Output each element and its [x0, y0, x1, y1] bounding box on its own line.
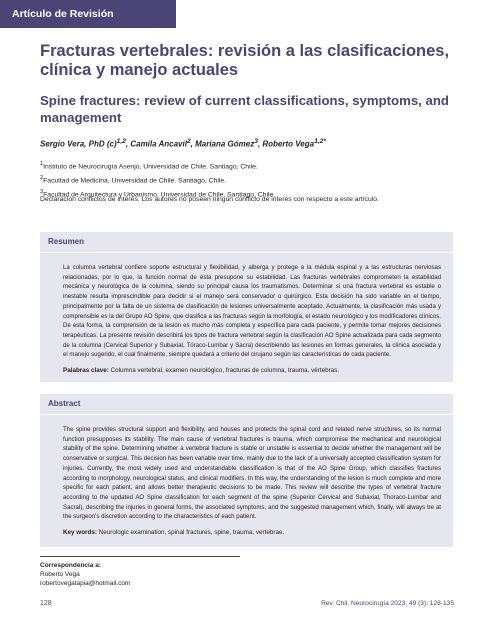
- author-affiliation-ref: 2: [186, 138, 191, 145]
- conflict-declaration: Declaración conflictos de interés. Los autores no poseen ningún conflicto de interés con respecto a este artículo.: [40, 196, 379, 203]
- journal-reference: Rev. Chil. Neurocirugía 2023; 49 (3): 128-135: [321, 600, 454, 607]
- section-tag: Artículo de Revisión: [0, 0, 176, 28]
- author-name: , Mariana Gómez: [190, 139, 255, 149]
- keywords-label: Key words:: [63, 529, 97, 537]
- palabras-clave: [63, 366, 441, 376]
- key-words: [63, 528, 441, 538]
- affiliation-text: Instituto de Neurocirugía Asenjo, Universidad de Chile. Santiago, Chile.: [43, 163, 258, 171]
- keywords-text: Neurologic examination, spinal fractures, spine, trauma, vertebrae.: [96, 529, 285, 537]
- resumen-box: [40, 232, 453, 382]
- author-affiliation-ref: 1,2: [116, 138, 126, 145]
- abstract-heading: Abstract: [40, 394, 453, 415]
- affiliation-number: 3: [40, 188, 44, 195]
- correspondence-name: Roberto Vega: [40, 571, 80, 578]
- keywords-text: Columna vertebral, examen neurológico, fracturas de columna, trauma, vértebras.: [108, 367, 340, 375]
- affiliation-text: Facultad de Medicina, Universidad de Chile. Santiago, Chile.: [43, 177, 227, 185]
- correspondence: [40, 561, 130, 588]
- author-name: , Roberto Vega: [257, 139, 315, 149]
- affiliation-number: 1: [40, 161, 44, 167]
- abstract-text: The spine provides structural support and flexibility, and houses and protects the spinal cord and related nerve structures, so its normal function presupposes its stability. The main cause of vertebral fractures is trauma, which compromise the mechanical and neurological stability of the spine. Determining whether a vertebral fracture is stable or unstable is essential to decide whether the management will be conservative or surgical. This decision has been variable over time, mainly due to the lack of a universally accepted classification system for injuries. Currently, the most widely used and understandable classification is that of the AO Spine Group, which classifies fractures according to morphology, neurological status, and clinical modifiers. In this way, the understanding of the lesion is much complete and more specific for each patient, and allows better therapeutic decisions to be made. This review will describe the types of vertebral fracture according to the updated AO Spine classification for each segment of the spine (Superior Cervical and Subaxial, Thoraco-Lumbar and Sacral), describing the injuries in general forms, the associated symptoms, and the suggested management which, finally, will always be at the surgeon's discretion according to the characteristics of each patient.: [63, 426, 441, 521]
- keywords-label: Palabras clave:: [63, 367, 109, 375]
- page-number: 128: [40, 600, 52, 607]
- abstract-box: [40, 394, 453, 547]
- author-name: , Camila Ancavil: [125, 139, 187, 149]
- author-affiliation-ref: 3: [254, 138, 258, 145]
- affiliation-number: 2: [40, 174, 44, 181]
- author-list: [40, 138, 326, 149]
- resumen-heading: Resumen: [40, 232, 453, 253]
- footnote-divider: [40, 556, 240, 557]
- affiliation-text: Facultad de Arquitectura y Urbanismo, Universidad de Chile. Santiago, Chile.: [43, 190, 276, 198]
- correspondence-label: Correspondencia a:: [40, 562, 102, 569]
- article-title-english: Spine fractures: review of current classifications, symptoms, and management: [40, 93, 449, 125]
- author-name: Sergio Vera, PhD (c): [40, 139, 117, 149]
- affiliations: [40, 159, 275, 200]
- affiliation-item: [40, 159, 275, 173]
- correspondence-email[interactable]: robertovegatapia@hotmail.com: [40, 580, 131, 587]
- article-title-spanish: Fracturas vertebrales: revisión a las clasificaciones, clínica y manejo actuales: [40, 42, 450, 79]
- affiliation-item: [40, 173, 275, 187]
- resumen-text: La columna vertebral confiere soporte estructural y flexibilidad, y alberga y protege a la médula espinal y a las estructuras nerviosas relacionadas, por lo que, la función normal de ésta presupone su estabilidad. Las fracturas vertebrales comprometen la estabilidad mecánica y neurológica de la columna, siendo su principal causa los traumatismos. Determinar si una fractura vertebral es estable o inestable resulta imprescindible para decidir si el manejo será conservador o quirúrgico. Esta decisión ha sido variable en el tiempo, principalmente por la falta de un sistema de clasificación de lesiones universalmente aceptado. Actualmente, la clasificación más usada y comprensible es la del Grupo AO Spine, que clasifica a las fracturas según la morfología, el estado neurológico y los modificadores clínicos. De esta forma, la comprensión de la lesión es mucho más completa y específica para cada paciente, y permite tomar mejores decisiones terapéuticas. La presente revisión describirá los tipos de fractura vertebral según la clasificación AO Spine actualizada para cada segmento de la columna (Cervical Superior y Subaxial, Tóraco-Lumbar y Sacra) describiendo las lesiones en formas generales, la clínica asociada y el manejo sugerido, el cual finalmente, siempre quedará a criterio del cirujano según las características de cada paciente.: [63, 264, 441, 359]
- author-affiliation-ref: 1,2*: [314, 138, 326, 145]
